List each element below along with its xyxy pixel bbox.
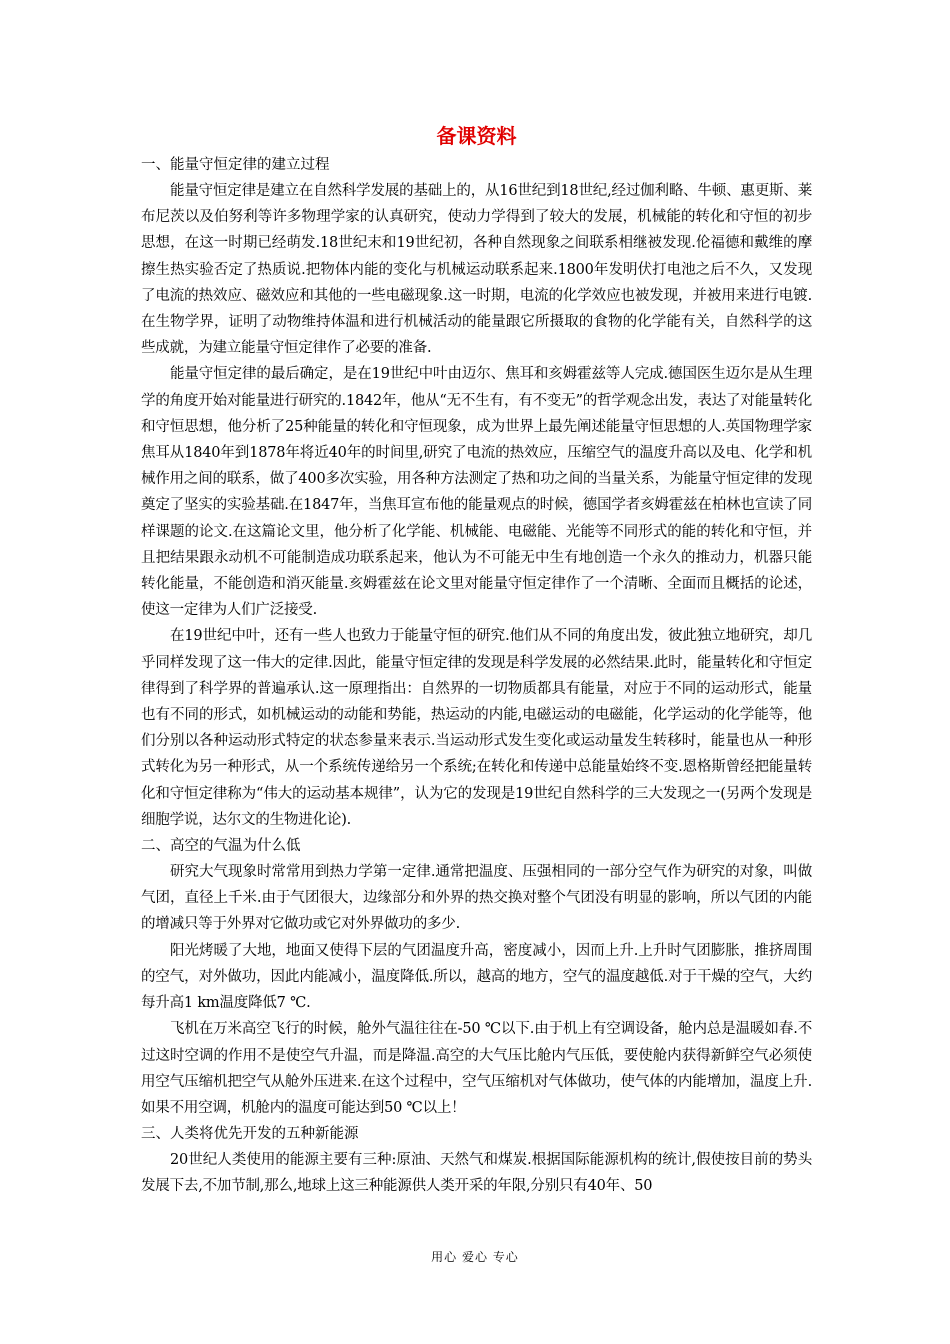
paragraph: 能量守恒定律是建立在自然科学发展的基础上的，从16世纪到18世纪,经过伽利略、牛顿、惠更斯、莱布尼茨以及伯努利等许多物理学家的认真研究，使动力学得到了较大的发展，机械能的转化和守恒的初步思想，在这一时期已经萌发.18世纪末和19世纪初，各种自然现象之间联系相继被发现.伦福德和戴维的摩擦生热实验否定了热质说.把物体内能的变化与机械运动联系起来.1800年发明伏打电池之后不久，又发现了电流的热效应、磁效应和其他的一些电磁现象.这一时期，电流的化学效应也被发现，并被用来进行电镀.在生物学界，证明了动物维持体温和进行机械活动的能量跟它所摄取的食物的化学能有关，自然科学的这些成就，为建立能量守恒定律作了必要的准备. xyxy=(141,183,812,357)
section-heading: 二、高空的气温为什么低 xyxy=(141,838,301,855)
document-title: 备课资料 xyxy=(436,124,517,148)
page-footer: 用心 爱心 专心 xyxy=(431,1250,519,1264)
paragraph: 阳光烤暖了大地，地面又使得下层的气团温度升高，密度减小，因而上升.上升时气团膨胀，推挤周围的空气，对外做功，因此内能减小，温度降低.所以，越高的地方，空气的温度越低.对于干燥的空气，大约每升高1 km温度降低7 ℃. xyxy=(141,942,812,1012)
document-page xyxy=(141,122,812,1200)
paragraph: 能量守恒定律的最后确定，是在19世纪中叶由迈尔、焦耳和亥姆霍兹等人完成.德国医生迈尔是从生理学的角度开始对能量进行研究的.1842年，他从“无不生有，有不变无”的哲学观念出发，表达了对能量转化和守恒思想，他分析了25种能量的转化和守恒现象，成为世界上最先阐述能量守恒思想的人.英国物理学家焦耳从1840年到1878年将近40年的时间里,研究了电流的热效应，压缩空气的温度升高以及电、化学和机械作用之间的联系，做了400多次实验，用各种方法测定了热和功之间的当量关系，为能量守恒定律的发现奠定了坚实的实验基础.在1847年，当焦耳宣布他的能量观点的时候，德国学者亥姆霍兹在柏林也宣读了同样课题的论文.在这篇论文里，他分析了化学能、机械能、电磁能、光能等不同形式的能的转化和守恒，并且把结果跟永动机不可能制造成功联系起来，他认为不可能无中生有地创造一个永久的推动力，机器只能转化能量，不能创造和消灭能量.亥姆霍兹在论文里对能量守恒定律作了一个清晰、全面而且概括的论述，使这一定律为人们广泛接受. xyxy=(141,366,812,619)
section-heading: 三、人类将优先开发的五种新能源 xyxy=(141,1126,359,1143)
paragraph: 研究大气现象时常常用到热力学第一定律.通常把温度、压强相同的一部分空气作为研究的对象，叫做气团，直径上千米.由于气团很大，边缘部分和外界的热交换对整个气团没有明显的影响，所以气团的内能的增减只等于外界对它做功或它对外界做功的多少. xyxy=(141,864,812,933)
section-heading: 一、能量守恒定律的建立过程 xyxy=(141,157,330,173)
section-high-altitude-temperature xyxy=(141,833,812,1121)
section-energy-conservation xyxy=(141,152,812,833)
paragraph: 在19世纪中叶，还有一些人也致力于能量守恒的研究.他们从不同的角度出发，彼此独立地研究，却几乎同样发现了这一伟大的定律.因此，能量守恒定律的发现是科学发展的必然结果.此时，能量转化和守恒定律得到了科学界的普遍承认.这一原理指出：自然界的一切物质都具有能量，对应于不同的运动形式，能量也有不同的形式，如机械运动的动能和势能，热运动的内能,电磁运动的电磁能，化学运动的化学能等，他们分别以各种运动形式特定的状态参量来表示.当运动形式发生变化或运动量发生转移时，能量也从一种形式转化为另一种形式，从一个系统传递给另一个系统;在转化和传递中总能量始终不变.恩格斯曾经把能量转化和守恒定律称为“伟大的运动基本规律”，认为它的发现是19世纪自然科学的三大发现之一(另两个发现是细胞学说，达尔文的生物进化论). xyxy=(141,628,812,828)
paragraph: 飞机在万米高空飞行的时候，舱外气温往往在-50 ℃以下.由于机上有空调设备，舱内总是温暖如春.不过这时空调的作用不是使空气升温，而是降温.高空的大气压比舱内气压低，要使舱内获得新鲜空气必须使用空气压缩机把空气从舱外压进来.在这个过程中，空气压缩机对气体做功，使气体的内能增加，温度上升.如果不用空调，机舱内的温度可能达到50 ℃以上！ xyxy=(141,1021,812,1116)
paragraph: 20世纪人类使用的能源主要有三种:原油、天然气和煤炭.根据国际能源机构的统计,假使按目前的势头发展下去,不加节制,那么,地球上这三种能源供人类开采的年限,分别只有40年、50 xyxy=(141,1152,812,1195)
section-new-energy xyxy=(141,1121,812,1199)
